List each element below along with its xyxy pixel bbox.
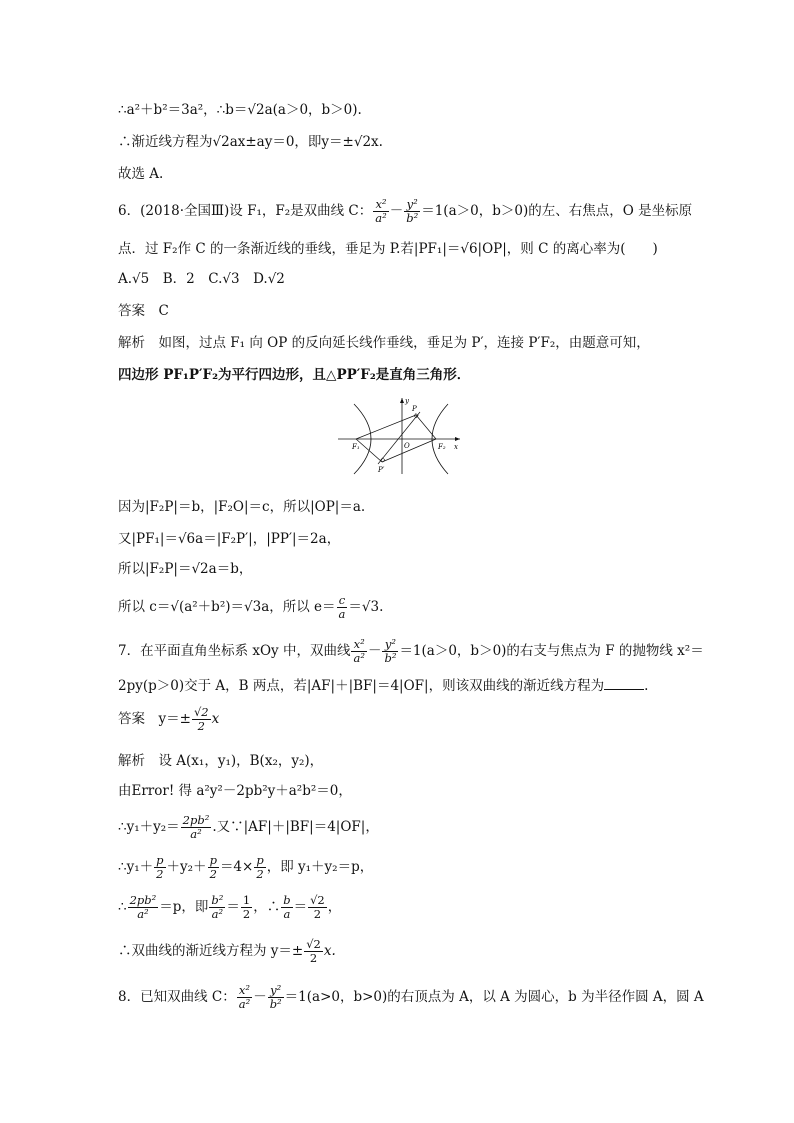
line-1: ∴a²＋b²＝3a²，∴b＝√2a(a＞0，b＞0). xyxy=(118,102,362,118)
question-8-line-1: 8．已知双曲线 C： $\frac{\text{x²}}{\text{a²}}$ － $\frac{\text{y²}}{\text{b²}}$ ＝1(a>0，b>0)的右顶点为 A，以 A 为圆心，b 为半径作圆 A，圆 A xyxy=(118,983,704,1011)
line-3: 故选 A. xyxy=(118,166,164,182)
label-P: P xyxy=(412,405,417,413)
solution-7-line-5: ∴ $\frac{\text{2pb²}}{\text{a²}}$ ＝p，即 $\frac{\text{b²}}{\text{a²}}$ ＝ $\frac{1}{2}$ ，∴ $\frac{b}{a}$ ＝ $\frac{√2}{2}$ ， xyxy=(118,893,342,921)
answer-7: 答案 y＝± $\frac{√2}{2}$ x xyxy=(118,705,220,733)
line-2: ∴渐近线方程为√2ax±ay＝0，即y＝±√2x. xyxy=(118,134,383,150)
hyperbola-figure xyxy=(336,394,464,476)
solution-6-line-5: 所以|F₂P|＝√2a＝b， xyxy=(118,561,253,577)
segment-P-F2 xyxy=(416,415,436,439)
answer-blank xyxy=(604,677,644,690)
solution-6-line-6: 所以 c＝√(a²＋b²)＝√3a，所以 e＝ $\frac{c}{a}$ ＝√3. xyxy=(118,593,384,621)
question-6-line-2: 点．过 F₂作 C 的一条渐近线的垂线，垂足为 P.若|PF₁|＝√6|OP|，则 C 的离心率为( ) xyxy=(118,241,658,257)
label-F2: F₂ xyxy=(438,443,446,451)
question-7-line-2: 2py(p＞0)交于 A，B 两点，若|AF|＋|BF|＝4|OF|，则该双曲线的渐近线方程为 . xyxy=(118,678,649,694)
solution-6-line-4: 又|PF₁|＝√6a＝|F₂P′|，|PP′|＝2a， xyxy=(118,531,341,547)
solution-7-line-3: ∴y₁＋y₂＝ $\frac{\text{2pb²}}{\text{a²}}$ .又∵|AF|＋|BF|＝4|OF|， xyxy=(118,813,379,841)
answer-6: 答案 C xyxy=(118,303,169,319)
solution-7-line-2: 由Error! 得 a²y²－2pb²y＋a²b²＝0， xyxy=(118,783,352,799)
label-O: O xyxy=(404,442,410,450)
solution-6-line-2: 四边形 PF₁P′F₂为平行四边形，且△PP′F₂是直角三角形． xyxy=(118,367,471,383)
segment-Pprime-F1 xyxy=(356,439,382,462)
solution-6-line-1: 解析 如图，过点 F₁ 向 OP 的反向延长线作垂线，垂足为 P′，连接 P′F₂，由题意可知， xyxy=(118,335,650,351)
y-axis-arrow xyxy=(400,398,404,403)
x-axis-arrow xyxy=(455,437,460,441)
asymptote-line xyxy=(378,412,420,464)
solution-7-line-6: ∴双曲线的渐近线方程为 y＝± $\frac{√2}{2}$ x. xyxy=(118,937,336,965)
question-6-line-1: 6．(2018·全国Ⅲ)设 F₁，F₂是双曲线 C： $\frac{\text{x²}}{\text{a²}}$ － $\frac{\text{y²}}{\text{b²}}$ ＝1(a＞0，b＞0)的左、右焦点，O 是坐标原 xyxy=(118,197,693,225)
solution-7-line-4: ∴y₁＋ $\frac{p}{2}$ ＋y₂＋ $\frac{p}{2}$ ＝4× $\frac{p}{2}$ ，即 y₁＋y₂＝p， xyxy=(118,853,374,881)
solution-6-line-3: 因为|F₂P|＝b，|F₂O|＝c，所以|OP|＝a. xyxy=(118,499,366,515)
label-F1: F₁ xyxy=(352,443,360,451)
question-6-options: A.√5 B．2 C.√3 D.√2 xyxy=(118,271,285,287)
question-7-line-1: 7．在平面直角坐标系 xOy 中，双曲线 $\frac{\text{x²}}{\text{a²}}$ － $\frac{\text{y²}}{\text{b²}}$ ＝1(a＞0，b＞0)的右支与焦点为 F 的抛物线 x²＝ xyxy=(118,637,704,665)
solution-7-line-1: 解析 设 A(x₁，y₁)，B(x₂，y₂)， xyxy=(118,753,324,769)
label-y: y xyxy=(405,397,409,405)
label-x: x xyxy=(454,443,458,451)
label-Pprime: P′ xyxy=(378,466,385,474)
